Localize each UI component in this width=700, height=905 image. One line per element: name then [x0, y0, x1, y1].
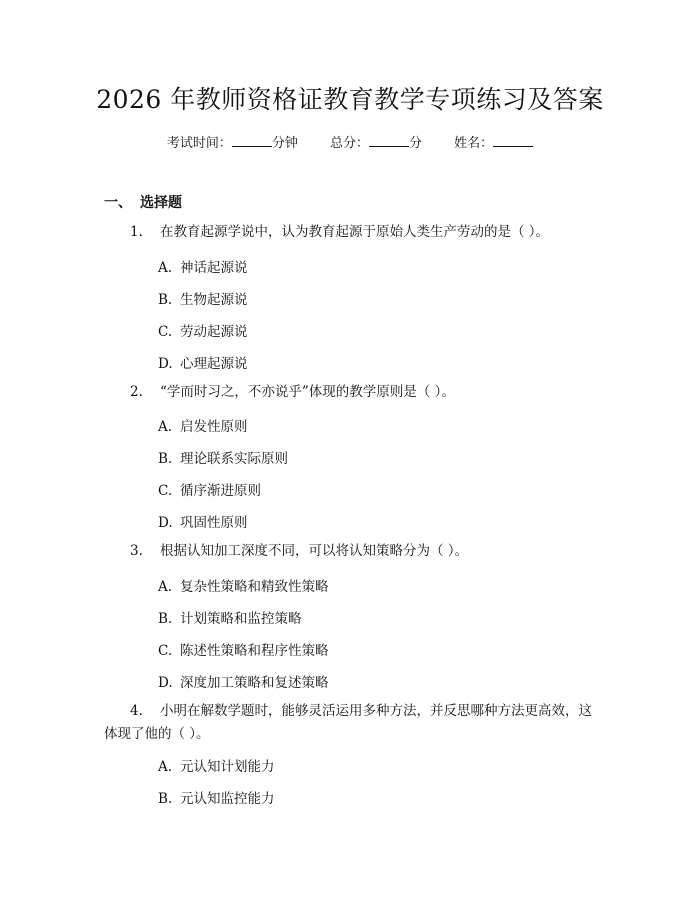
option-letter: D. — [158, 356, 173, 372]
option-2b — [158, 447, 288, 467]
exam-time — [167, 132, 298, 151]
question-number: 3. — [130, 543, 143, 559]
question-text-line2: 体现了他的（ ）。 — [104, 726, 210, 742]
option-text: 巩固性原则 — [180, 515, 248, 531]
time-label: 考试时间： — [166, 136, 232, 151]
name-blank — [493, 134, 533, 147]
option-3b — [158, 607, 302, 627]
option-text: 深度加工策略和复述策略 — [180, 675, 329, 691]
option-letter: A. — [158, 419, 173, 435]
question-text-line1: 小明在解数学题时，能够灵活运用多种方法，并反思哪种方法更高效，这 — [160, 703, 592, 719]
option-text: 计划策略和监控策略 — [180, 611, 302, 627]
question-number: 1. — [130, 224, 143, 240]
section-number: 一、 — [104, 195, 132, 211]
question-text: 根据认知加工深度不同，可以将认知策略分为（ ）。 — [160, 543, 469, 559]
question-4 — [130, 699, 592, 723]
option-2d — [158, 511, 248, 531]
option-letter: C. — [158, 643, 173, 659]
option-text: 陈述性策略和程序性策略 — [180, 643, 329, 659]
option-4a — [158, 755, 275, 775]
option-4b — [158, 787, 275, 807]
option-letter: B. — [158, 292, 173, 308]
question-3 — [130, 539, 468, 563]
option-2a — [158, 415, 248, 435]
student-name — [454, 132, 533, 151]
question-text: “学而时习之，不亦说乎”体现的教学原则是（ ）。 — [160, 384, 455, 400]
score-blank — [369, 134, 409, 147]
option-text: 心理起源说 — [180, 356, 248, 372]
section-title: 选择题 — [140, 195, 182, 211]
page-title: 2026 年教师资格证教育教学专项练习及答案 — [96, 85, 604, 114]
option-3c — [158, 639, 329, 659]
question-2 — [130, 380, 455, 404]
option-1c — [158, 320, 248, 340]
option-letter: A. — [158, 260, 173, 276]
option-2c — [158, 479, 261, 499]
option-letter: C. — [158, 483, 173, 499]
option-letter: B. — [158, 791, 173, 807]
option-text: 神话起源说 — [180, 260, 248, 276]
option-text: 循序渐进原则 — [180, 483, 261, 499]
option-letter: A. — [158, 579, 173, 595]
option-text: 启发性原则 — [180, 419, 248, 435]
question-number: 4. — [130, 703, 143, 719]
option-text: 元认知监控能力 — [180, 791, 275, 807]
question-number: 2. — [130, 384, 143, 400]
option-text: 复杂性策略和精致性策略 — [180, 579, 329, 595]
time-blank — [232, 134, 272, 147]
section-heading — [104, 192, 182, 212]
option-text: 理论联系实际原则 — [180, 451, 288, 467]
option-1a — [158, 256, 248, 276]
time-unit: 分钟 — [271, 136, 298, 151]
question-text: 在教育起源学说中，认为教育起源于原始人类生产劳动的是（ ）。 — [160, 224, 550, 240]
score-unit: 分 — [409, 136, 423, 151]
option-letter: D. — [158, 675, 173, 691]
option-1d — [158, 352, 248, 372]
option-letter: B. — [158, 451, 173, 467]
option-text: 生物起源说 — [180, 292, 248, 308]
option-letter: C. — [158, 324, 173, 340]
exam-meta — [0, 132, 700, 151]
option-text: 劳动起源说 — [180, 324, 248, 340]
name-label: 姓名： — [454, 136, 494, 151]
question-1 — [130, 220, 549, 244]
total-score — [330, 132, 422, 151]
option-3d — [158, 671, 329, 691]
option-1b — [158, 288, 248, 308]
option-letter: B. — [158, 611, 173, 627]
question-4-continued — [104, 722, 210, 746]
option-letter: D. — [158, 515, 173, 531]
option-3a — [158, 575, 329, 595]
option-text: 元认知计划能力 — [180, 759, 275, 775]
option-letter: A. — [158, 759, 173, 775]
score-label: 总分： — [329, 136, 369, 151]
